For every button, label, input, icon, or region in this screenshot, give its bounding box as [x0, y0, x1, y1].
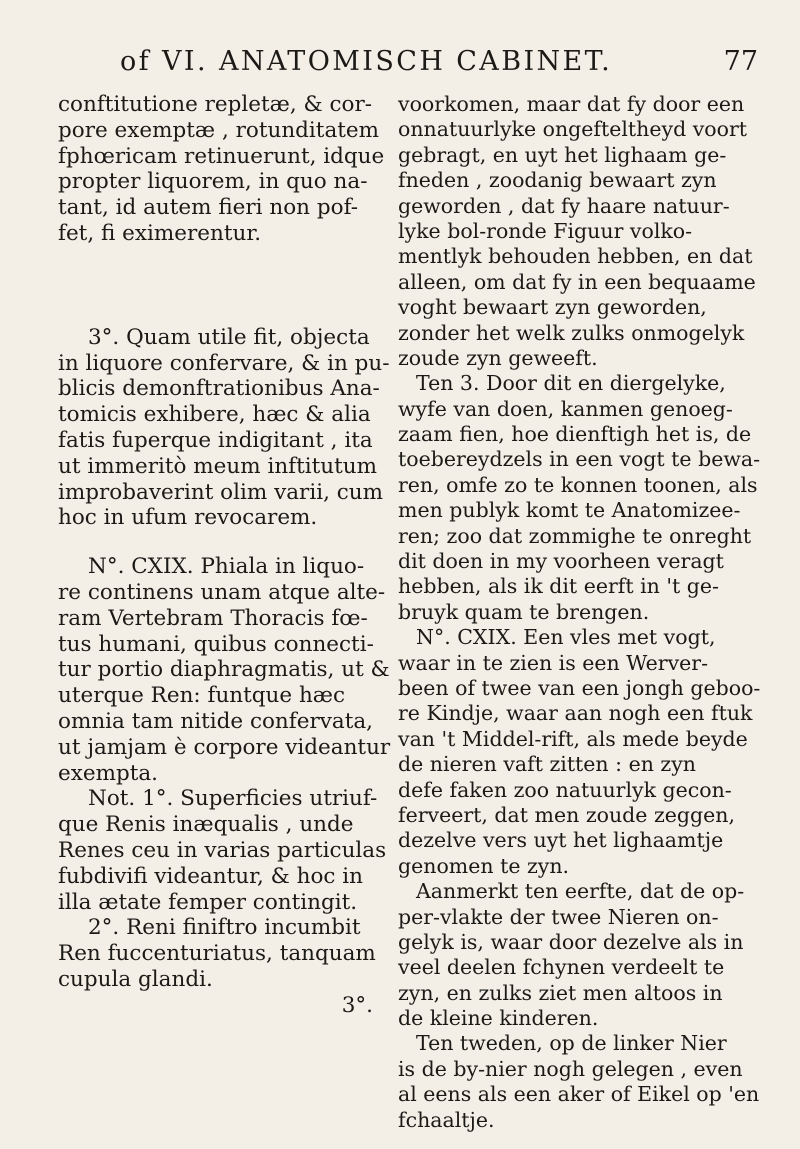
text-line: van 't Middel-rift, als mede beyde — [398, 726, 748, 751]
text-line: genomen te zyn. — [398, 853, 570, 878]
text-line: re continens unam atque alte- — [58, 579, 386, 605]
dutch-column — [398, 92, 761, 1133]
text-line: illa ætate femper contingit. — [58, 889, 358, 915]
text-line: onnatuurlyke ongefteltheyd voort — [398, 117, 748, 142]
text-line: bruyk quam te brengen. — [398, 599, 650, 624]
text-line: hoc in ufum revocarem. — [58, 505, 318, 531]
text-line: is de by-nier nogh gelegen , even — [398, 1056, 743, 1081]
text-line: tant, id autem fieri non pof- — [58, 195, 359, 221]
text-line: ren; zoo dat zommighe te onreght — [398, 523, 752, 548]
text-line: ren, omfe zo te konnen toonen, als — [398, 472, 758, 497]
page-number: 77 — [723, 46, 758, 77]
paragraph-start: Aanmerkt ten eerfte, dat de op- — [416, 879, 745, 904]
text-line: veel deelen fchynen verdeelt te — [398, 955, 725, 980]
text-line: propter liquorem, in quo na- — [58, 169, 368, 195]
text-line: que Renis inæqualis , unde — [58, 812, 354, 838]
text-line: ut jamjam è corpore videantur — [58, 734, 391, 760]
text-line: fatis fuperque indigitant , ita — [58, 427, 373, 453]
text-line: wyfe van doen, kanmen genoeg- — [398, 396, 733, 421]
text-line: ram Vertebram Thoracis fœ- — [58, 605, 368, 631]
text-line: men publyk komt te Anatomizee- — [398, 498, 741, 523]
text-line: fphœricam retinuerunt, idque — [58, 143, 385, 169]
text-line: defe faken zoo natuurlyk gecon- — [398, 777, 732, 802]
text-line: al eens als een aker of Eikel op 'en — [398, 1082, 760, 1107]
text-line: gelyk is, waar door dezelve als in — [398, 929, 744, 954]
paragraph-start: Ten 3. Door dit en diergelyke, — [416, 371, 726, 396]
text-line: zoude zyn geweeft. — [398, 345, 598, 370]
text-line: exempta. — [58, 760, 159, 786]
text-line: conftitutione repletæ, & cor- — [58, 92, 373, 117]
text-line: voorkomen, maar dat fy door een — [398, 92, 745, 116]
catchword: 3°. — [341, 992, 373, 1018]
text-line: tur portio diaphragmatis, ut & — [58, 657, 390, 683]
text-line: fchaaltje. — [398, 1107, 495, 1132]
paragraph-start: N°. CXIX. Een vles met vogt, — [416, 625, 716, 650]
text-line: hebben, als ik dit eerft in 't ge- — [398, 574, 719, 599]
paragraph-start: N°. CXIX. Phiala in liquo- — [88, 554, 365, 580]
text-line: alleen, om dat fy in een bequaame — [398, 269, 756, 294]
text-line: Ren fuccenturiatus, tanquam — [58, 941, 376, 967]
text-line: dit doen in my voorheen veragt — [398, 549, 724, 574]
text-line: Renes ceu in varias particulas — [58, 837, 387, 863]
text-line: fet, fi eximerentur. — [58, 220, 262, 246]
paragraph-start: 2°. Reni finiftro incumbit — [88, 915, 361, 941]
text-line: blicis demonftrationibus Ana- — [58, 376, 380, 402]
text-line: uterque Ren: funtque hæc — [58, 683, 346, 709]
paragraph-start: 3°. Quam utile fit, objecta — [88, 324, 370, 350]
text-line: tus humani, quibus connecti- — [58, 631, 374, 657]
text-line: in liquore confervare, & in pu- — [58, 350, 390, 376]
text-line: fubdivifi videantur, & hoc in — [58, 863, 364, 889]
text-line: zaam fien, hoe dienftigh het is, de — [398, 422, 752, 447]
running-head — [120, 46, 780, 86]
text-line: ut immeritò meum inftitutum — [58, 453, 378, 479]
text-line: lyke bol-ronde Figuur volko- — [398, 218, 693, 243]
text-line: de nieren vaft zitten : en zyn — [398, 752, 697, 777]
text-line: omnia tam nitide confervata, — [58, 708, 373, 734]
text-line: toebereydzels in een vogt te bewa- — [398, 447, 761, 472]
text-line: de kleine kinderen. — [398, 1006, 599, 1031]
latin-column — [58, 92, 391, 1019]
text-line: voght bewaart zyn geworden, — [398, 295, 707, 320]
paragraph-start: Not. 1°. Superficies utriuf- — [88, 786, 378, 812]
text-line: zonder het welk zulks onmogelyk — [398, 320, 745, 345]
text-line: pore exemptæ , rotunditatem — [58, 117, 380, 143]
text-line: tomicis exhibere, hæc & alia — [58, 402, 371, 428]
text-line: improbaverint olim varii, cum — [58, 479, 384, 505]
text-line: cupula glandi. — [58, 966, 213, 992]
text-line: ferveert, dat men zoude zeggen, — [398, 802, 735, 827]
text-line: re Kindje, waar aan nogh een ftuk — [398, 701, 753, 726]
text-line: per-vlakte der twee Nieren on- — [398, 904, 719, 929]
running-title: of VI. ANATOMISCH CABINET. — [120, 46, 613, 77]
text-line: zyn, en zulks ziet men altoos in — [398, 980, 723, 1005]
text-line: fneden , zoodanig bewaart zyn — [398, 168, 717, 193]
text-line: gebragt, en uyt het lighaam ge- — [398, 142, 727, 167]
text-line: mentlyk behouden hebben, en dat — [398, 244, 753, 269]
text-line: geworden , dat fy haare natuur- — [398, 193, 730, 218]
text-line: waar in te zien is een Werver- — [398, 650, 709, 675]
paragraph-start: Ten tweden, op de linker Nier — [416, 1031, 727, 1056]
text-line: been of twee van een jongh geboo- — [398, 675, 761, 700]
text-line: dezelve vers uyt het lighaamtje — [398, 828, 724, 853]
